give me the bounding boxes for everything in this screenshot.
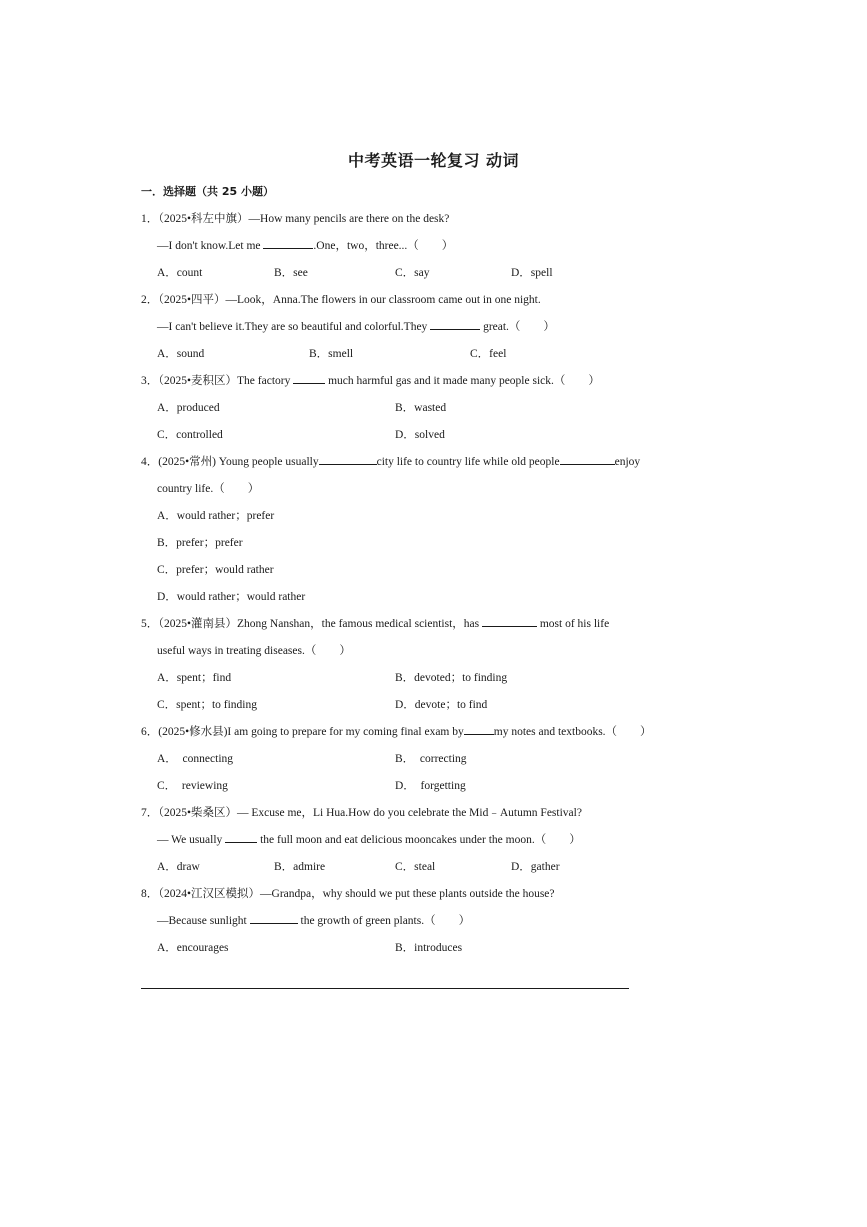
- option-a: A．spent；find: [157, 672, 232, 684]
- option-d: D．devote；to find: [395, 699, 488, 711]
- option-c: C． reviewing: [157, 780, 228, 792]
- answer-blank: [482, 616, 537, 627]
- option-c: C．say: [395, 267, 430, 279]
- option-b: B．wasted: [395, 402, 447, 414]
- option-a: A．would rather；prefer: [157, 510, 275, 522]
- question-4-line-2: country life.（ ）: [157, 483, 260, 495]
- option-c: C．prefer；would rather: [157, 564, 274, 576]
- option-a: A．encourages: [157, 942, 229, 954]
- option-b: B． correcting: [395, 753, 467, 765]
- option-b: B．smell: [309, 348, 354, 360]
- answer-blank: [560, 454, 615, 465]
- option-d: D．gather: [511, 861, 560, 873]
- question-2-stem: 2．（2025•四平）—Look，Anna.The flowers in our classroom came out in one night.: [141, 294, 541, 306]
- option-c: C．spent；to finding: [157, 699, 257, 711]
- answer-blank: [430, 319, 480, 330]
- option-a: A．draw: [157, 861, 200, 873]
- question-5-stem: 5．（2025•灌南县）Zhong Nanshan，the famous medical scientist，has most of his life: [141, 618, 610, 630]
- question-1-line-2: —I don't know.Let me .One，two，three...（ ）: [157, 240, 454, 252]
- option-d: D．spell: [511, 267, 553, 279]
- answer-blank: [225, 832, 257, 843]
- option-b: B．devoted；to finding: [395, 672, 508, 684]
- option-a: A． connecting: [157, 753, 234, 765]
- answer-blank: [293, 373, 325, 384]
- option-b: B．admire: [274, 861, 326, 873]
- option-a: A．count: [157, 267, 203, 279]
- answer-blank: [319, 454, 377, 465]
- question-4-stem: 4．(2025•常州) Young people usually city life to country life while old people enjoy: [141, 456, 641, 468]
- question-2-line-2: —I can't believe it.They are so beautiful and colorful.They great.（ ）: [157, 321, 555, 333]
- page-title: 中考英语一轮复习 动词: [347, 151, 520, 170]
- section-heading: 一．选择题（共 25 小题）: [141, 185, 274, 198]
- answer-blank: [250, 913, 298, 924]
- page-footer-rule: [141, 988, 629, 989]
- question-8-line-2: —Because sunlight the growth of green plants.（ ）: [157, 915, 471, 927]
- option-c: C．feel: [470, 348, 507, 360]
- question-5-line-2: useful ways in treating diseases.（ ）: [157, 645, 351, 657]
- option-a: A．sound: [157, 348, 205, 360]
- option-d: D． forgetting: [395, 780, 466, 792]
- option-d: D．would rather；would rather: [157, 591, 306, 603]
- question-6-stem: 6．(2025•修水县)I am going to prepare for my coming final exam by my notes and textbooks.（ ）: [141, 726, 652, 738]
- question-1-stem: 1．（2025•科左中旗）—How many pencils are there on the desk?: [141, 213, 450, 225]
- answer-blank: [263, 238, 313, 249]
- question-8-stem: 8．（2024•江汉区模拟）—Grandpa，why should we put these plants outside the house?: [141, 888, 555, 900]
- option-d: D．solved: [395, 429, 445, 441]
- option-c: C．controlled: [157, 429, 223, 441]
- question-3-stem: 3．（2025•麦积区）The factory much harmful gas and it made many people sick.（ ）: [141, 375, 600, 387]
- question-7-stem: 7．（2025•柴桑区）— Excuse me，Li Hua.How do you celebrate the Mid﹣Autumn Festival?: [141, 807, 582, 819]
- option-b: B．introduces: [395, 942, 463, 954]
- option-b: B．see: [274, 267, 308, 279]
- question-7-line-2: — We usually the full moon and eat delicious mooncakes under the moon.（ ）: [157, 834, 581, 846]
- option-b: B．prefer；prefer: [157, 537, 243, 549]
- option-a: A．produced: [157, 402, 220, 414]
- answer-blank: [464, 724, 494, 735]
- option-c: C．steal: [395, 861, 436, 873]
